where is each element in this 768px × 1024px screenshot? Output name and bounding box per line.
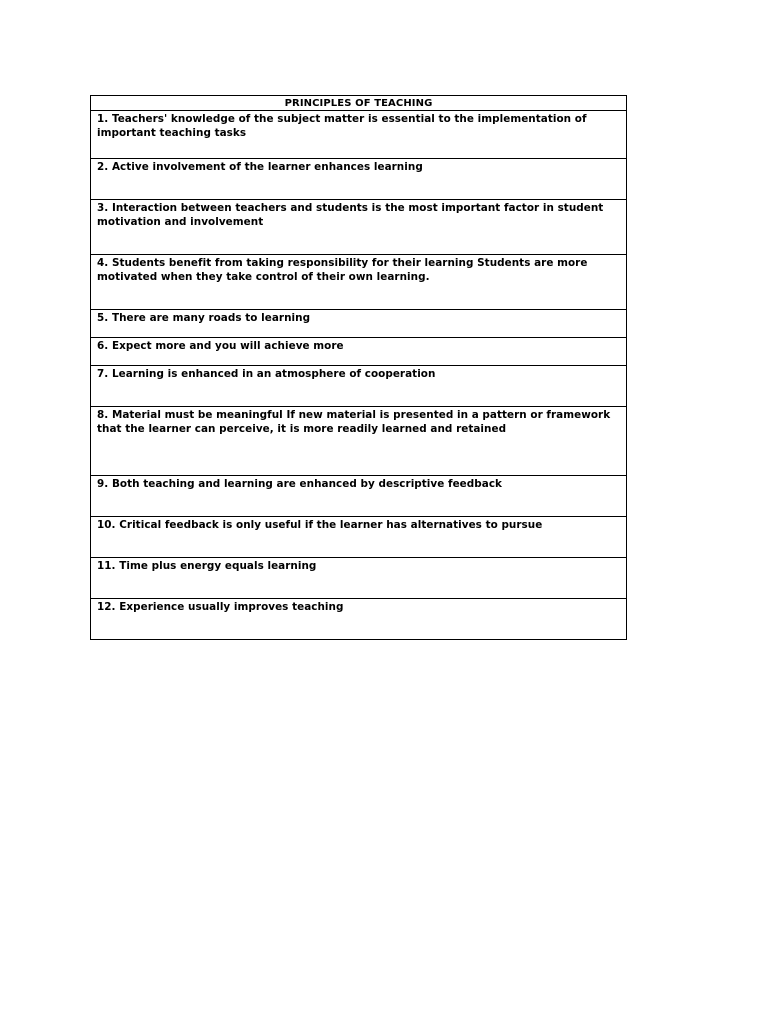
table-header-row bbox=[91, 96, 627, 111]
principle-cell: 6. Expect more and you will achieve more bbox=[91, 338, 627, 366]
table-row bbox=[91, 200, 627, 255]
table-row bbox=[91, 159, 627, 200]
table-title: PRINCIPLES OF TEACHING bbox=[91, 96, 627, 111]
principle-cell: 11. Time plus energy equals learning bbox=[91, 558, 627, 599]
table-row bbox=[91, 599, 627, 640]
principle-cell: 4. Students benefit from taking responsibility for their learning Students are more motivated when they take control of their own learning. bbox=[91, 255, 627, 310]
table-row bbox=[91, 476, 627, 517]
table-row bbox=[91, 310, 627, 338]
principle-cell: 5. There are many roads to learning bbox=[91, 310, 627, 338]
table-row bbox=[91, 407, 627, 476]
principles-table bbox=[90, 95, 627, 640]
table-row bbox=[91, 558, 627, 599]
principle-cell: 9. Both teaching and learning are enhanced by descriptive feedback bbox=[91, 476, 627, 517]
principle-cell: 2. Active involvement of the learner enhances learning bbox=[91, 159, 627, 200]
table-row bbox=[91, 366, 627, 407]
principle-cell: 1. Teachers' knowledge of the subject matter is essential to the implementation of important teaching tasks bbox=[91, 111, 627, 159]
principle-cell: 10. Critical feedback is only useful if the learner has alternatives to pursue bbox=[91, 517, 627, 558]
principle-cell: 8. Material must be meaningful If new material is presented in a pattern or framework that the learner can perceive, it is more readily learned and retained bbox=[91, 407, 627, 476]
table-row bbox=[91, 255, 627, 310]
table-row bbox=[91, 338, 627, 366]
table-row bbox=[91, 111, 627, 159]
principle-cell: 7. Learning is enhanced in an atmosphere of cooperation bbox=[91, 366, 627, 407]
principle-cell: 12. Experience usually improves teaching bbox=[91, 599, 627, 640]
table-row bbox=[91, 517, 627, 558]
principle-cell: 3. Interaction between teachers and students is the most important factor in student motivation and involvement bbox=[91, 200, 627, 255]
